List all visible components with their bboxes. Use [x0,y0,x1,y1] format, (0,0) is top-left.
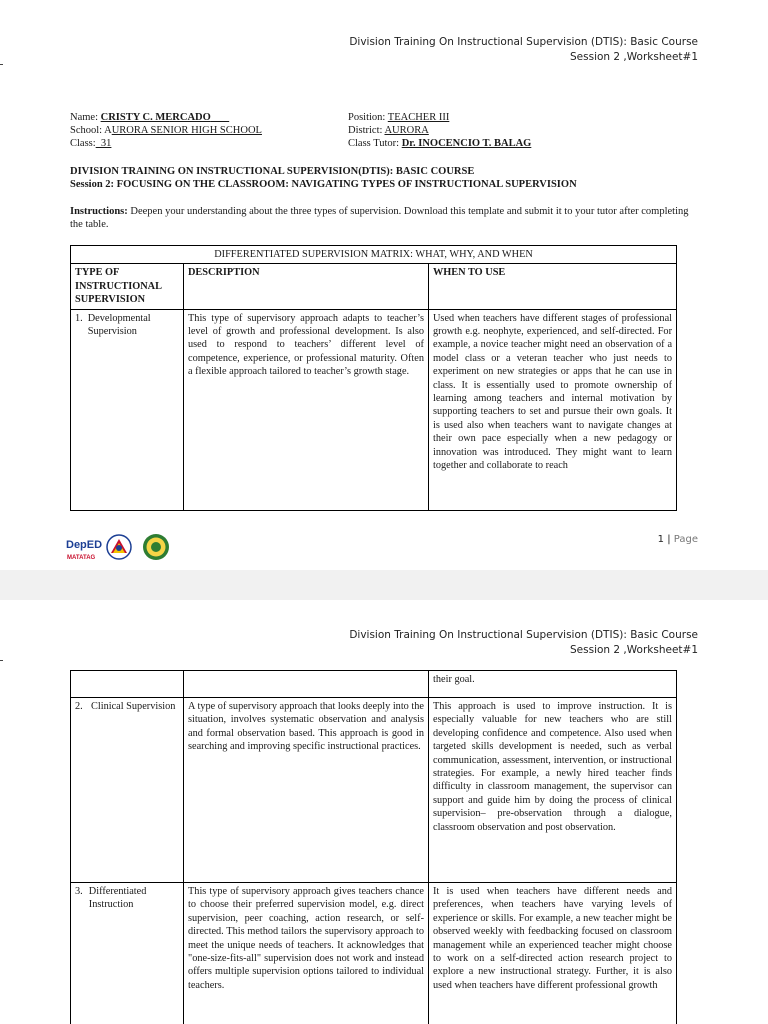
matatag-logo-text: MATATAG [67,555,96,561]
page-number-label: Page [673,534,698,545]
school-row [70,124,262,137]
district-row [348,124,531,137]
bagong-pilipinas-logo [107,535,131,559]
header-description: DESCRIPTION [184,264,429,309]
row-number: 1. [75,312,83,324]
division-seal-logo [143,534,169,560]
session-title: Session 2: FOCUSING ON THE CLASSROOM: NAVIGATING TYPES OF INSTRUCTIONAL SUPERVISION [70,179,577,190]
tutor-label: Class Tutor: [348,138,402,149]
district-label: District: [348,125,385,136]
description-cell: This type of supervisory approach gives teachers chance to choose their preferred supervision model, e.g. direct supervision, peer coaching, action research, or self-directed. This method tailors the supervisory approach to meet the unique needs of teachers. It acknowledges that "one-size-fits-all" supervision does not work and instead offers multiple supervision options tailored to individual teachers. [184,883,429,1024]
table-row-continuation [71,671,677,698]
header-type: TYPE OF INSTRUCTIONAL SUPERVISION [71,264,184,309]
course-title: DIVISION TRAINING ON INSTRUCTIONAL SUPERVISION(DTIS): BASIC COURSE [70,166,475,177]
header-line-1: Division Training On Instructional Supervision (DTIS): Basic Course [349,36,698,48]
header-line-2: Session 2 ,Worksheet#1 [570,51,698,63]
header-line-1: Division Training On Instructional Supervision (DTIS): Basic Course [349,629,698,641]
description-cell [184,671,429,698]
deped-matatag-logo [66,539,102,561]
class-label: Class: [70,138,96,149]
row-number: 3. [75,886,83,897]
school-value: URORA SENIOR HIGH SCHOOL [111,125,262,136]
page-number-value: 1 [657,534,665,545]
position-value: TEACHER III [387,112,450,123]
name-value: CRISTY C. MERCADO [100,112,211,123]
margin-mark [0,64,3,65]
type-cell [71,698,184,883]
when-cell: This approach is used to improve instruction. It is especially valuable for new teachers who are still developing confidence and competence. Also used when targeted skills development is needed, such as verbal communication, assessment, intervention, or instructional strategies. For example, a newly hired teacher finds difficulty in classroom management, the supervisor can support and guide him by doing the process of clinical supervision– pre-observation through a dialogue, classroom observation and post observation. [429,698,677,883]
document-page-2 [0,600,768,1024]
page-number-separator: | [664,534,674,545]
header-when-to-use: WHEN TO USE [429,264,677,309]
when-text: Used when teachers have different stages of professional growth e.g. neophyte, experienced, and self-directed. For example, a novice teacher might need an observation of a model class or a veteran teacher who just needs to experiment on new strategies or apps that he can use in class. It is essentially used to promote ownership of learning among teachers and internal motivation by supporting teachers to set and pursue their own goals. It is used also when teachers want to navigate changes at their own pace especially when a new pedagogy or innovation was introduced. They might want to learn together and collaborate to reach [433,312,673,472]
margin-mark [0,660,3,661]
description-cell: A type of supervisory approach that looks deeply into the situation, involves systematic observation and analysis and formal observation based. This approach is good in searching and improving specific instructional practices. [184,698,429,883]
district-value: AURORA [384,125,429,136]
table-row [71,698,677,883]
class-row [70,137,262,150]
instructions-text: Deepen your understanding about the three types of supervision. Download this template and submit it to your tutor after completing the table. [70,206,689,230]
table-caption-row [71,246,677,264]
name-label: Name: [70,112,101,123]
tutor-row [348,137,531,150]
course-titles [70,165,577,191]
type-name: Clinical Supervision [91,701,176,712]
page-number [658,534,698,545]
table-row [71,309,677,510]
page-header [349,35,698,65]
supervision-matrix-table [70,245,677,511]
instructions [70,205,690,231]
footer-logos [64,532,184,566]
instructions-label: Instructions: [70,206,128,217]
table-header-row [71,264,677,309]
when-cell [429,309,677,510]
supervision-matrix-table-continued [70,670,677,1024]
type-name: Developmental Supervision [87,312,151,338]
tutor-value: Dr. INOCENCIO T. BALAG [401,138,532,149]
participant-info-left [70,111,262,150]
table-row [71,883,677,1024]
header-line-2: Session 2 ,Worksheet#1 [570,644,698,656]
when-cell: It is used when teachers have different needs and preferences, when teachers have varying levels of experience or skills. For example, a new teacher might be observed weekly with feedbacking focused on classroom management while an experienced teacher might choose to work on a self-directed action research project to explore a new instructional strategy. Further, it is also used when teachers have different professional growth [429,883,677,1024]
type-cell [71,309,184,510]
deped-logo-text: DepED [66,539,103,551]
row-number: 2. [75,701,83,712]
table-caption: DIFFERENTIATED SUPERVISION MATRIX: WHAT, WHY, AND WHEN [71,246,677,264]
class-value: 31 [95,138,112,149]
participant-info-right [348,111,531,150]
type-cell [71,883,184,1024]
type-name: Differentiated Instruction [88,886,147,911]
position-row [348,111,531,124]
type-cell [71,671,184,698]
school-label: School: A [70,125,112,136]
name-row [70,111,262,124]
page-header [349,628,698,658]
page-gap [0,570,768,600]
description-cell: This type of supervisory approach adapts to teacher’s level of growth and professional development. Is also used to respond to teachers’ different level of competence, experience, or professional maturity. Often a flexible approach tailored to teacher’s growth stage. [184,309,429,510]
when-cell-continued: their goal. [429,671,677,698]
position-label: Position: [348,112,388,123]
